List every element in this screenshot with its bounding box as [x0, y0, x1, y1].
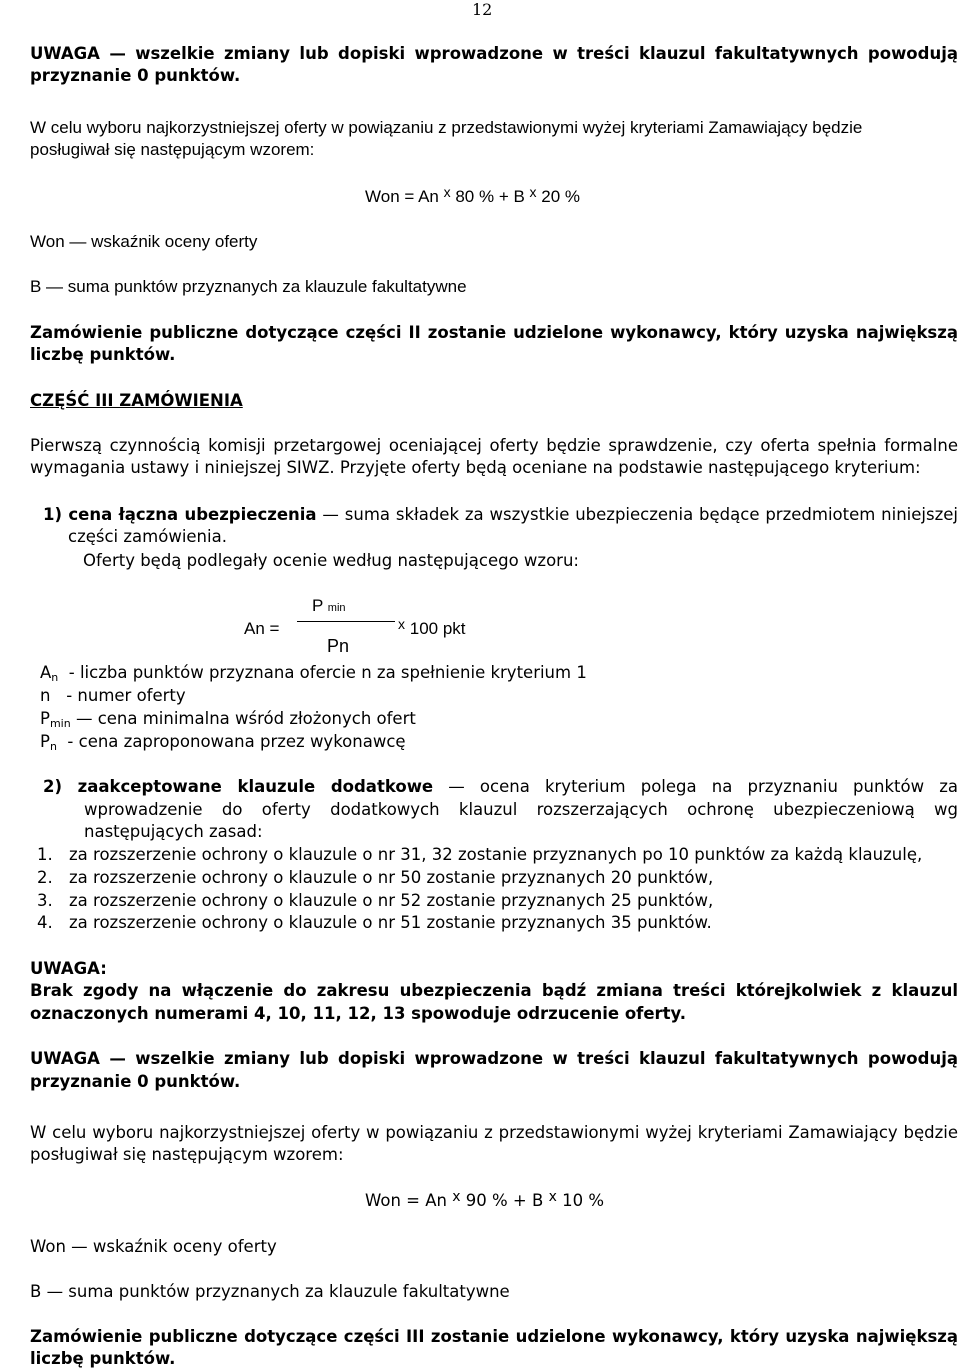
won-definition: Won — wskaźnik oceny oferty: [30, 232, 258, 251]
note-line-1: Brak zgody na włączenie do zakresu ubezpieczenia bądź zmiana treści którejkolwiek z klauzul: [30, 981, 958, 1000]
criterion-2-line-1: 2) zaakceptowane klauzule dodatkowe — ocena kryterium polega na przyznaniu punktów za: [43, 777, 958, 796]
note-heading: UWAGA:: [30, 959, 107, 978]
paragraph-line-2: wymagania ustawy i niniejszej SIWZ. Przyjęte oferty będą oceniane na podstawie następującego kryterium:: [30, 458, 921, 477]
paragraph-line-1: Pierwszą czynnością komisji przetargowej oceniającej oferty będzie sprawdzenie, czy oferta spełnia formalne: [30, 436, 958, 455]
fraction-rhs: $^x$ 100 pkt: [398, 616, 466, 638]
award-line-2: liczbę punktów.: [30, 1349, 176, 1368]
note-line-2: oznaczonych numerami 4, 10, 11, 12, 13 spowoduje odrzucenie oferty.: [30, 1004, 687, 1023]
intro-line-1: W celu wyboru najkorzystniejszej oferty w powiązaniu z przedstawionymi wyżej kryteriami Zamawiający będzie: [30, 1123, 958, 1142]
criterion-1-line-1: 1) cena łączna ubezpieczenia — suma składek za wszystkie ubezpieczenia będące przedmiotem niniejszej: [43, 505, 958, 524]
b-definition: B — suma punktów przyznanych za klauzule fakultatywne: [30, 1282, 510, 1301]
fraction-numerator: P min: [312, 596, 346, 615]
warning-line-1: UWAGA — wszelkie zmiany lub dopiski wprowadzone w treści klauzul fakultatywnych powodują: [30, 1049, 958, 1068]
rule-item: 4. za rozszerzenie ochrony o klauzule o nr 51 zostanie przyznanych 35 punktów.: [37, 913, 712, 932]
page-number: 12: [472, 0, 493, 19]
fraction-bar: [297, 621, 395, 622]
formula-part-2: Won = An $^x$ 80 % + B $^x$ 20 %: [365, 184, 581, 206]
section-heading: CZĘŚĆ III ZAMÓWIENIA: [30, 391, 243, 410]
intro-line-2: posługiwał się następującym wzorem:: [30, 1145, 344, 1164]
award-line-1: Zamówienie publiczne dotyczące części II zostanie udzielone wykonawcy, który uzyska największą: [30, 323, 958, 342]
intro-line-1: W celu wyboru najkorzystniejszej oferty w powiązaniu z przedstawionymi wyżej kryteriami Zamawiający będzie: [30, 118, 863, 137]
legend-item: n - numer oferty: [40, 686, 186, 705]
won-definition: Won — wskaźnik oceny oferty: [30, 1237, 277, 1256]
warning-line-2: przyznanie 0 punktów.: [30, 66, 241, 85]
formula-part-3: Won = An $^x$ 90 % + B $^x$ 10 %: [365, 1189, 605, 1210]
criterion-2-line-3: następujących zasad:: [84, 822, 263, 841]
legend-item: $P_{min}$ — cena minimalna wśród złożonych ofert: [40, 709, 416, 730]
award-line-1: Zamówienie publiczne dotyczące części III zostanie udzielone wykonawcy, który uzyska największą: [30, 1327, 958, 1346]
rule-item: 2. za rozszerzenie ochrony o klauzule o nr 50 zostanie przyznanych 20 punktów,: [37, 868, 714, 887]
criterion-1-line-3: Oferty będą podlegały ocenie według następującego wzoru:: [83, 551, 579, 570]
rule-item: 3. za rozszerzenie ochrony o klauzule o nr 52 zostanie przyznanych 25 punktów,: [37, 891, 714, 910]
rule-item: 1. za rozszerzenie ochrony o klauzule o nr 31, 32 zostanie przyznanych po 10 punktów za każdą klauzulę,: [37, 845, 923, 864]
legend-item: $A_n$ - liczba punktów przyznana ofercie n za spełnienie kryterium 1: [40, 663, 587, 684]
fraction-lhs: An =: [244, 619, 280, 638]
criterion-1-line-2: części zamówienia.: [68, 527, 227, 546]
fraction-denominator: Pn: [327, 636, 350, 656]
legend-item: $P_n$ - cena zaproponowana przez wykonawcę: [40, 732, 406, 753]
intro-line-2: posługiwał się następującym wzorem:: [30, 140, 315, 159]
b-definition: B — suma punktów przyznanych za klauzule fakultatywne: [30, 277, 467, 296]
criterion-2-line-2: wprowadzenie do oferty dodatkowych klauzul rozszerzających ochronę ubezpieczeniową wg: [84, 800, 958, 819]
award-line-2: liczbę punktów.: [30, 345, 176, 364]
warning-line-2: przyznanie 0 punktów.: [30, 1072, 241, 1091]
warning-line-1: UWAGA — wszelkie zmiany lub dopiski wprowadzone w treści klauzul fakultatywnych powodują: [30, 44, 958, 63]
